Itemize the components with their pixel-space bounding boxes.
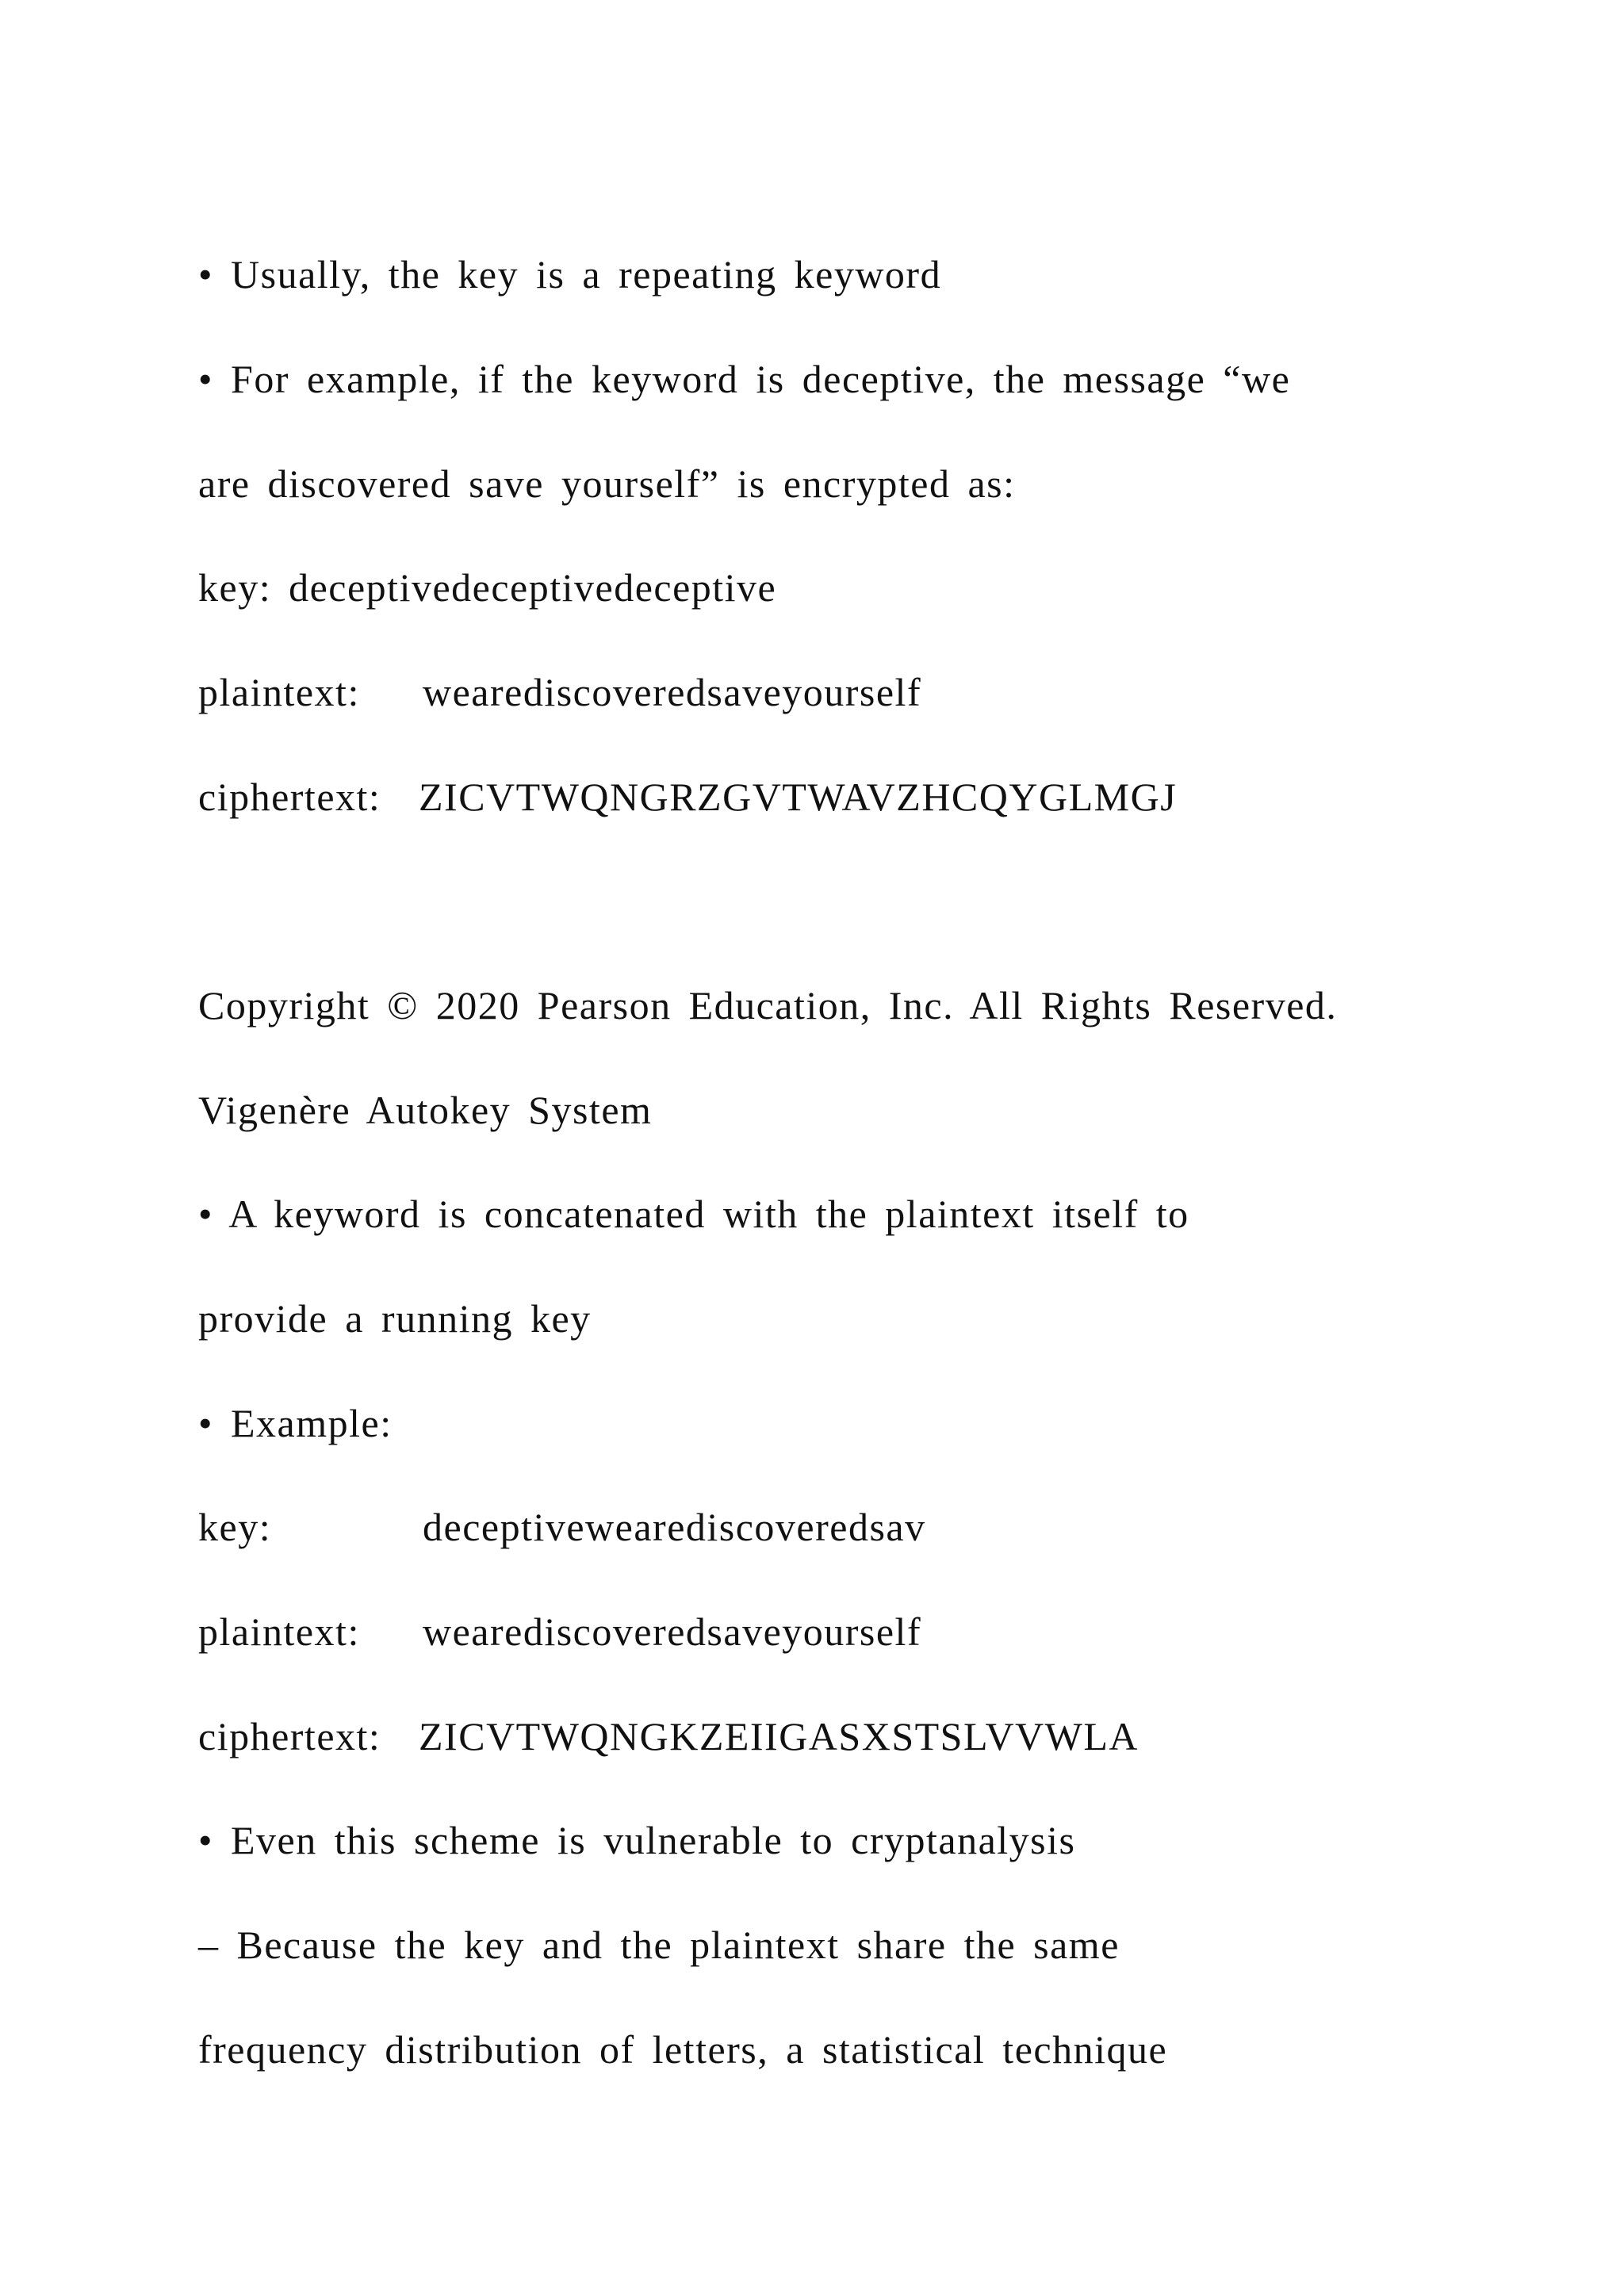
bullet-concatenated-line-1: • A keyword is concatenated with the plaintext itself to [198, 1192, 1189, 1236]
ciphertext-value: ZICVTWQNGKZEIIGASXSTSLVVWLA [419, 1714, 1139, 1758]
bullet-repeating-keyword: • Usually, the key is a repeating keyword [198, 252, 942, 297]
plaintext-row-2 [198, 1608, 921, 1655]
ciphertext-value: ZICVTWQNGRZGVTWAVZHCQYGLMGJ [419, 775, 1178, 819]
ciphertext-row-1 [198, 773, 1177, 821]
ciphertext-row-2 [198, 1712, 1139, 1760]
plaintext-label: plaintext: [198, 670, 360, 714]
key-row-1 [198, 564, 776, 611]
key-row-2 [198, 1503, 926, 1551]
bullet-vulnerable: • Even this scheme is vulnerable to cryptanalysis [198, 1818, 1076, 1862]
bullet-example-line-2: are discovered save yourself” is encrypted as: [198, 461, 1016, 506]
key-value: deceptivewearediscoveredsav [423, 1505, 926, 1549]
ciphertext-label: ciphertext: [198, 775, 381, 819]
key-value: deceptivedeceptivedeceptive [289, 565, 777, 610]
bullet-example-line-1: • For example, if the keyword is deceptive, the message “we [198, 357, 1291, 401]
plaintext-label: plaintext: [198, 1609, 360, 1654]
plaintext-value: wearediscoveredsaveyourself [423, 1609, 922, 1654]
plaintext-value: wearediscoveredsaveyourself [423, 670, 922, 714]
key-label: key: [198, 565, 272, 610]
copyright-notice: Copyright © 2020 Pearson Education, Inc. All Rights Reserved. [198, 983, 1338, 1027]
bullet-concatenated-line-2: provide a running key [198, 1296, 592, 1341]
ciphertext-label: ciphertext: [198, 1714, 381, 1758]
bullet-example: • Example: [198, 1401, 393, 1445]
section-heading: Vigenère Autokey System [198, 1088, 653, 1132]
plaintext-row-1 [198, 668, 921, 716]
dash-because-line-1: – Because the key and the plaintext share the same [198, 1923, 1120, 1967]
dash-because-line-2: frequency distribution of letters, a statistical technique [198, 2027, 1168, 2072]
key-label: key: [198, 1505, 272, 1549]
